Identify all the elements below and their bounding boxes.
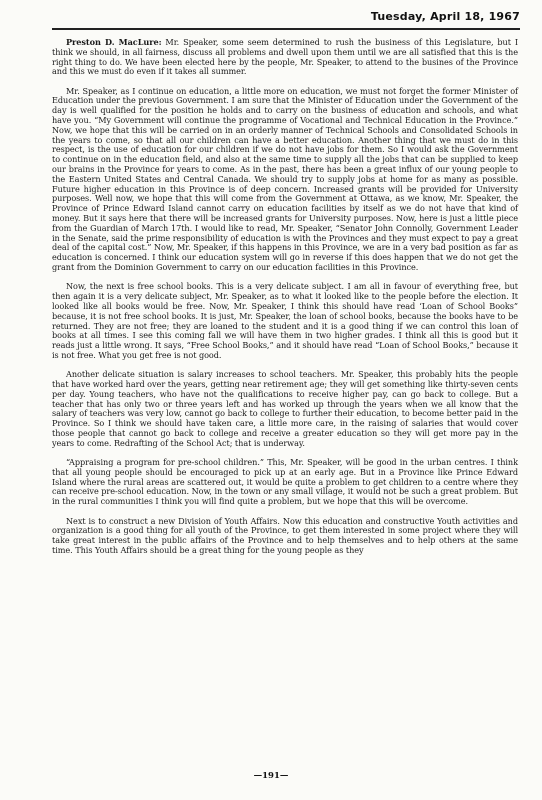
header-date: Tuesday, April 18, 1967 — [370, 10, 520, 23]
paragraph-text: Mr. Speaker, some seem determined to rush the business of this Legislature, but I think we should, in all fairness, discuss all problems and dwell upon them until we are all satisfied that this is the right thing to do. We have been elected here by the people, Mr. Speaker, to attend to the busines of the Province and this we must do even if it takes all summer. — [52, 37, 519, 77]
paragraph-5: “Appraising a program for pre-school children.” This, Mr. Speaker, will be good in the urban centres. I think that all young people should be encouraged to pick up at an early age. But in a Province like Prince Edward Island where the rural areas are scattered out, it would be quite a problem to get children to a centre where they can receive pre-school education. Now, in the town or any small village, it would not be such a great problem. But in the rural communities I think you will find quite a problem, but we hope that this will be overcome. — [52, 457, 518, 507]
paragraph-2: Mr. Speaker, as I continue on education, a little more on education, we must not forget the former Minister of Education under the previous Government. I am sure that the Minister of Education under the Government of the day is well qualified for the position he holds and to carry on the business of education and schools, and what have you. “My Government will continue the programme of Vocational and Technical Education in the Province.” Now, we hope that this will be carried on in an orderly manner of Technical Schools and Consolidated Schools in the years to come, so that all our children can have a better education. Another thing that we must do in this respect, is the use of education for our children if we do not have jobs for them. So I would ask the Government to continue on in the education field, and also at the same time to supply all the jobs that can be supplied to keep our brains in the Province for years to come. As in the past, there has been a great influx of our young people to the Eastern United States and Central Canada. We should try to supply jobs at home for as many as possible. Future higher education in this Province is of deep concern. Increased grants will be provided for University purposes. Well now, we hope that this will come from the Government at Ottawa, as we know, Mr. Speaker, the Province of Prince Edward Island cannot carry on education facilities by itself as we do not have that kind of money. But it says here that there will be increased grants for University purposes. Now, here is just a little piece from the Guardian of March 17th. I would like to read, Mr. Speaker, “Senator John Connolly, Government Leader in the Senate, said the prime responsibility of education is with the Provinces and they must expect to pay a great deal of the capital cost.” Now, Mr. Speaker, if this happens in this Province, we are in a very bad position as far as education is concerned. I think our education system will go in reverse if this does happen that we do not get the grant from the Dominion Government to carry on our education facilities in this Province. — [52, 85, 518, 273]
paragraph-4: Another delicate situation is salary increases to school teachers. Mr. Speaker, this probably hits the people that have worked hard over the years, getting near retirement age; they will get something like thirty-seven cents per day. Young teachers, who have not the qualifications to receive higher pay, can go back to college. But a teacher that has only two or three years left and has worked up through the years when we all know that the salary of teachers was very low, cannot go back to college to further their education, to become better paid in the Province. So I think we should have taken care, a little more care, in the raising of salaries that would cover those people that cannot go back to college and receive a greater education so they will get more pay in the years to come. Redrafting of the School Act; that is underway. — [52, 369, 518, 448]
paragraph-6: Next is to construct a new Division of Youth Affairs. Now this education and constructive Youth activities and organization is a good thing for all youth of the Province, to get them interested in some project where they will take great interest in the public affairs of the Province and to help themselves and to help others at the same time. This Youth Affairs should be a great thing for the young people as they — [52, 515, 518, 555]
paragraph-3: Now, the next is free school books. This is a very delicate subject. I am all in favour of everything free, but then again it is a very delicate subject, Mr. Speaker, as to what it looked like to the people before the election. It looked like all books would be free. Now, Mr. Speaker, I think this should have read ‘Loan of School Books” because, it is not free school books. It is just, Mr. Speaker, the loan of school books, because the books have to be returned. They are not free; they are loaned to the student and it is a good thing if we can control this loan of books at all times. I see this coming fall we will have them in two higher grades. I think all this is good but it reads just a little wrong. It says, “Free School Books,” and it should have read “Loan of School Books,” because it is not free. What you get free is not good. — [52, 281, 518, 360]
page-number: —191— — [253, 771, 289, 781]
paragraph-1 — [52, 38, 518, 77]
body-text — [52, 38, 518, 565]
page-header — [52, 8, 520, 30]
speaker-name: Preston D. MacLure: — [66, 37, 162, 47]
